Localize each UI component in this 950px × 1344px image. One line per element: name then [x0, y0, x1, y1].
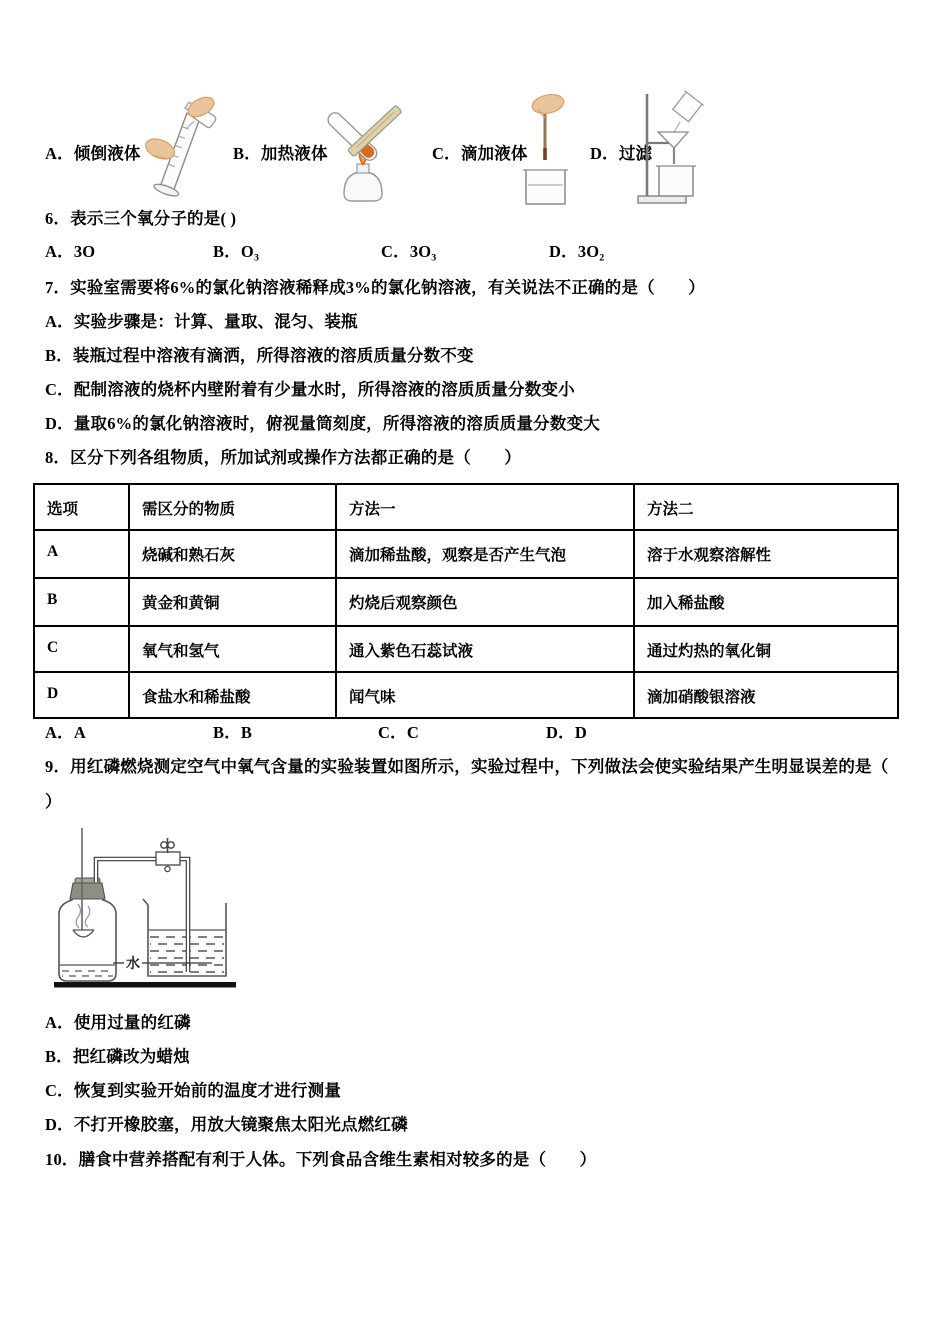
table-row [34, 626, 898, 672]
q8-stem: 8．区分下列各组物质，所加试剂或操作方法都正确的是（ ） [45, 448, 522, 467]
q8-table-cell: 食盐水和稀盐酸 [129, 672, 336, 718]
q8-option-c: C．C [378, 723, 419, 742]
q8-table-header: 方法一 [336, 484, 634, 530]
q6-option-d: D．3O₂ [549, 242, 605, 261]
q9-stem-line1: 9．用红磷燃烧测定空气中氧气含量的实验装置如图所示，实验过程中，下列做法会使实验结果产生明显误差的是（ [45, 757, 889, 776]
apparatus-label-b: B．加热液体 [233, 144, 328, 163]
funnel-icon [658, 132, 688, 148]
q8-table-header: 方法二 [634, 484, 898, 530]
q8-table-cell: 滴加硝酸银溶液 [634, 672, 898, 718]
q8-table-cell: 溶于水观察溶解性 [634, 530, 898, 578]
gas-bottle-icon [59, 897, 116, 981]
q8-option-b: B．B [213, 723, 253, 742]
q7-option-c: C．配制溶液的烧杯内壁附着有少量水时，所得溶液的溶质质量分数变小 [45, 380, 575, 399]
filtration-figure [636, 90, 704, 204]
q8-table-cell: 通入紫色石蕊试液 [336, 626, 634, 672]
heat-liquid-figure [316, 98, 412, 206]
q8-table-cell: 滴加稀盐酸，观察是否产生气泡 [336, 530, 634, 578]
q8-table-cell: B [34, 578, 129, 626]
oxygen-measurement-diagram [50, 826, 242, 992]
q8-table-cell: 闻气味 [336, 672, 634, 718]
q9-option-d: D．不打开橡胶塞，用放大镜聚焦太阳光点燃红磷 [45, 1115, 408, 1134]
stopper-icon [70, 878, 105, 899]
q8-table-cell: 通过灼热的氧化铜 [634, 626, 898, 672]
q7-stem: 7．实验室需要将6%的氯化钠溶液稀释成3%的氯化钠溶液，有关说法不正确的是（ ） [45, 278, 705, 297]
pouring-beaker-icon [671, 91, 703, 123]
beaker-icon [143, 899, 226, 976]
q6-stem: 6．表示三个氧分子的是( ) [45, 209, 237, 228]
q6-option-b: B．O₃ [213, 242, 260, 261]
valve-icon [156, 838, 180, 872]
q6-option-c: C．3O₃ [381, 242, 437, 261]
q8-table-header: 需区分的物质 [129, 484, 336, 530]
table-row [34, 672, 898, 718]
q9-option-a: A．使用过量的红磷 [45, 1013, 191, 1032]
q8-table-cell: 加入稀盐酸 [634, 578, 898, 626]
q6-option-a: A．3O [45, 242, 96, 261]
apparatus-label-d: D．过滤 [590, 144, 653, 163]
q7-option-b: B．装瓶过程中溶液有滴洒，所得溶液的溶质质量分数不变 [45, 346, 474, 365]
table-row [34, 578, 898, 626]
q8-table-cell: 黄金和黄铜 [129, 578, 336, 626]
q8-table [33, 483, 899, 719]
hand-icon [530, 92, 565, 118]
water-label: 水 [126, 957, 140, 972]
drop-liquid-figure [518, 92, 574, 206]
q7-option-d: D．量取6%的氯化钠溶液时，俯视量筒刻度，所得溶液的溶质质量分数变大 [45, 414, 600, 433]
q10-stem: 10．膳食中营养搭配有利于人体。下列食品含维生素相对较多的是（ ） [45, 1150, 597, 1169]
q9-stem-line2: ） [45, 792, 62, 811]
q7-option-a: A．实验步骤是：计算、量取、混匀、装瓶 [45, 312, 358, 331]
q8-table-cell: D [34, 672, 129, 718]
q8-option-d: D．D [546, 723, 587, 742]
q8-option-a: A．A [45, 723, 86, 742]
q8-table-cell: 氧气和氢气 [129, 626, 336, 672]
q8-table-cell: C [34, 626, 129, 672]
q8-table-header: 选项 [34, 484, 129, 530]
apparatus-label-c: C．滴加液体 [432, 144, 528, 163]
q9-option-c: C．恢复到实验开始前的温度才进行测量 [45, 1081, 342, 1100]
q8-table-cell: 灼烧后观察颜色 [336, 578, 634, 626]
q8-table-cell: 烧碱和熟石灰 [129, 530, 336, 578]
q9-option-b: B．把红磷改为蜡烛 [45, 1047, 190, 1066]
table-row [34, 530, 898, 578]
q8-table-cell: A [34, 530, 129, 578]
bench-line [54, 982, 236, 988]
apparatus-label-a: A．倾倒液体 [45, 144, 141, 163]
pour-liquid-figure [128, 95, 230, 207]
